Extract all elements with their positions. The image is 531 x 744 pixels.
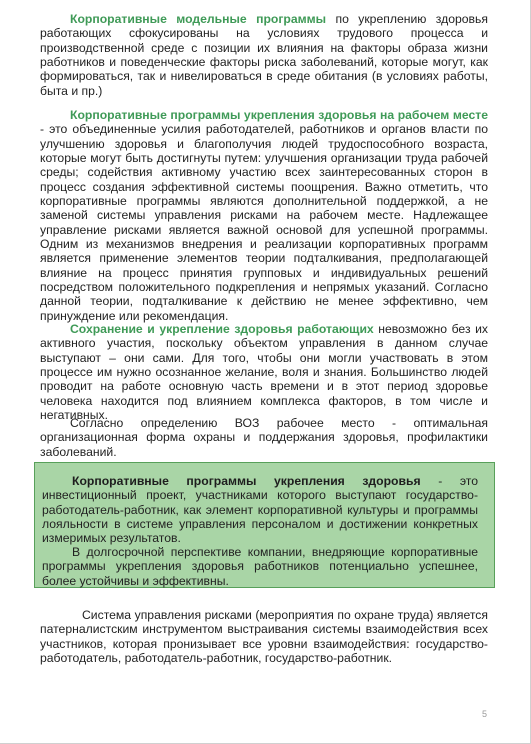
paragraph-risk-management: Система управления рисками (мероприятия по охране труда) является патерналистским инструментом выстраивания системы взаимодействия всех участников, которая пронизывает все уровни взаимодействия: государство-работодатель, работодатель-работник, государство-работник. [40,608,488,666]
paragraph-model-programs-text: по укреплению здоровья работающих сфокусированы на условиях трудового процесса и производственной среде с позиции их влияния на факторы образа жизни работников и поведенческие факторы риска заболеваний, которые могут, как формироваться, так и нивелироваться в среде обитания (в условиях работы, быта и пр.) [40,12,488,98]
box-term-corporate-programs: Корпоративные программы укрепления здоровья [72,474,421,488]
highlight-box [34,462,495,588]
term-health-preservation: Сохранение и укрепление здоровья работающих [70,322,374,336]
paragraph-who-definition: Согласно определению ВОЗ рабочее место - оптимальная организационная форма охраны и поддержания здоровья, профилактики заболеваний. [40,416,488,459]
box-paragraph-investment [42,474,478,546]
term-model-programs: Корпоративные модельные программы [70,12,327,26]
term-workplace-programs: Корпоративные программы укрепления здоровья на рабочем месте [70,108,488,122]
box-paragraph-investment-text: - это инвестиционный проект, участниками которого выступают государство-работодатель-работник, как элемент корпоративной культуры и программы лояльности в системе управления персоналом и достижении конкретных измеримых результатов. [42,474,479,546]
paragraph-workplace-programs-text: - это объединенные усилия работодателей, работников и органов власти по улучшению здоровья и благополучия людей трудоспособного возраста, которые могут быть достигнуты путем: улучшения организации труда рабочей среды; содействия активному участию всех заинтересованных сторон в процесс создания эффективной системы поощрения. Важно отметить, что корпоративные программы являются дополнительной поддержкой, а не заменой системы управления рисками на рабочем месте. Надлежащее управление рисками является важной основой для успешной программы. Одним из механизмов внедрения и реализации корпоративных программ является применение элементов теории подталкивания, предполагающей влияние на процесс принятия групповых и индивидуальных решений посредством положительного подкрепления и непрямых указаний. Согласно данной теории, подталкивание к действию не менее эффективно, чем принуждение или рекомендация. [40,122,488,323]
paragraph-model-programs [40,12,488,98]
box-paragraph-long-term: В долгосрочной перспективе компании, внедряющие корпоративные программы укрепления здоровья работников потенциально успешнее, более устойчивы и эффективны. [42,545,478,588]
paragraph-workplace-programs [40,108,488,323]
page-number: 5 [482,709,488,719]
paragraph-health-preservation [40,322,488,422]
paragraph-health-preservation-text: невозможно без их активного участия, поскольку объектом управления в данном случае выступают – они сами. Для того, чтобы они могли участвовать в этом процессе им нужно осознанное желание, воля и знания. Большинство людей проводит на работе основную часть времени и в этот период здоровье человека находится под влиянием комплекса факторов, в том числе и негативных. [40,322,488,423]
